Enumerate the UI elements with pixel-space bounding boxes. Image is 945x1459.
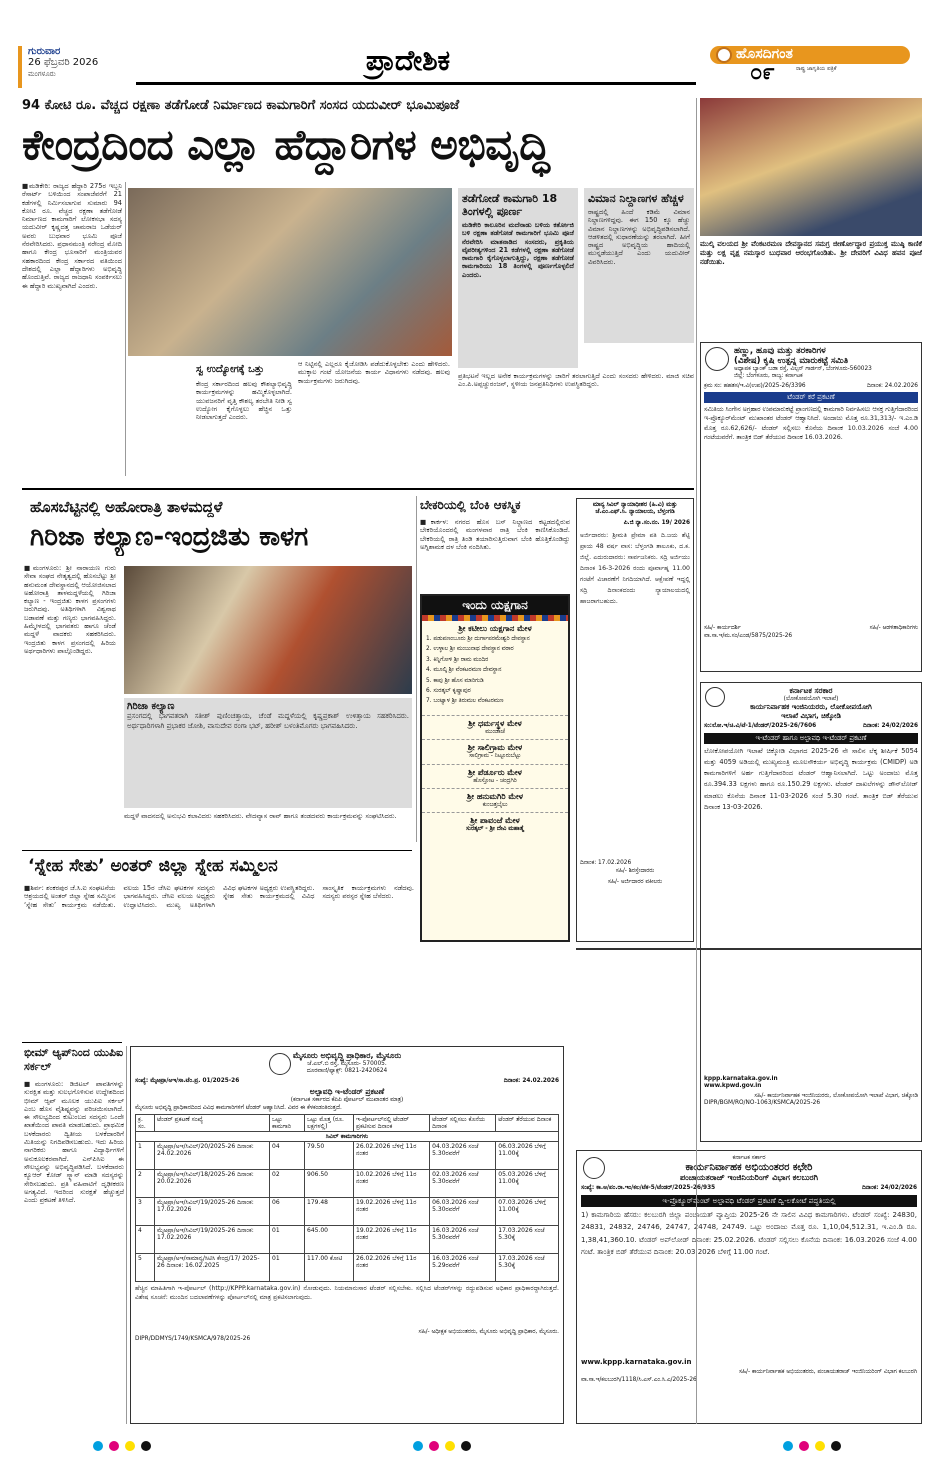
ad-hort-refline <box>704 383 918 390</box>
yaksha-headline: ಗಿರಿಜಾ ಕಲ್ಯಾಣ-ಇಂದ್ರಜಿತು ಕಾಳಗ <box>30 522 309 552</box>
ad-kalaburagi <box>576 1150 922 1424</box>
table-header-row <box>136 1115 559 1132</box>
legal-date: ದಿನಾಂಕ: 17.02.2026 <box>580 860 632 867</box>
troupe6-location: ಸುರತ್ಕಲ್ - ಶ್ರೀ ದೇವಿ ಮಹಾತ್ಮೆ <box>466 826 524 833</box>
table-cell: 117.00 ಕೋಟಿ <box>305 1254 354 1282</box>
table-cell: 79.50 <box>305 1142 354 1170</box>
ad-pwd-gov: ಕರ್ನಾಟಕ ಸರಕಾರ <box>789 686 833 695</box>
troupe1-item: 5. ಕಾಪು ಶ್ರೀ ಹೊಸ ಮಾರಿಗುಡಿ <box>426 677 484 684</box>
ad-pwd-box <box>700 682 922 1142</box>
sidebar-construction <box>458 188 578 368</box>
ad-hort-signs <box>704 625 918 632</box>
ad-kal-body: 1) ಕಾಮಗಾರಿಯ ಹೆಸರು: ಕಲಬುರಗಿ ಜಿಲ್ಲಾ ಪಂಚಾಯತ್ ವ್ಯಾಪ್ತಿಯ 2025-26 ನೇ ಸಾಲಿನ ವಿವಿಧ ಕಾಮಗಾರಿಗಳು. ಟೆಂಡರ್ ಸಂಖ್ಯೆ: 24830, 24831, 24832, 24746, 24747, 24748, 24749. ಒಟ್ಟು ಅಂದಾಜು ಮೊತ್ತ ರೂ. 1,10,04,512.31, ಇ.ಎಂ.ಡಿ ರೂ. 1,38,41,360.10. ಟೆಂಡರ್ ಅಪ್‌ಲೋಡ್ ದಿನಾಂಕ: 25.02.2026. ಟೆಂಡರ್ ಸಲ್ಲಿಸಲು ಕೊನೆಯ ದಿನಾಂಕ: 16.03.2026 ಸಂಜೆ 4.00 ಗಂಟೆ. ತಾಂತ್ರಿಕ ಬಿಡ್ ತೆರೆಯುವ ದಿನಾಂಕ: 20.03.2026 ಬೆಳಿಗ್ಗೆ 11.00 ಗಂಟೆ. <box>581 1210 917 1257</box>
ad-hort-body: ಸಮಿತಿಯ ಸಿಂಗೇನ ಅಗ್ರಹಾರ ಉಪಮಾರುಕಟ್ಟೆ ಪ್ರಾಂಗಣದಲ್ಲಿ ಕಾಮಗಾರಿ ನಿರ್ವಹಿಸಲು ಆಸಕ್ತ ಗುತ್ತಿಗೆದಾರರಿಂದ ಇ-ಪ್ರೊಕ್ಯೂರ್‌ಮೆಂಟ್ ಮುಖಾಂತರ ಟೆಂಡರ್ ಆಹ್ವಾನಿಸಿದೆ. ಅಂದಾಜು ಮೊತ್ತ ರೂ.31,313/- ಇ.ಎಂ.ಡಿ ಮೊತ್ತ ರೂ.62,626/- ಟೆಂಡರ್ ಸಲ್ಲಿಸಲು ಕೊನೆಯ ದಿನಾಂಕ 10.03.2026 ಸಂಜೆ 4.00 ಗಂಟೆಯವರೆಗೆ. ತಾಂತ್ರಿಕ ಬಿಡ್ ತೆರೆಯುವ ದಿನಾಂಕ 16.03.2026. <box>704 406 918 441</box>
lead-body-col5: ಪ್ರತಿಭಟನೆ ಇಲ್ಲದ ಅನೇಕ ಕಾರ್ಯಕ್ರಮಗಳನ್ನು ಜಾರಿಗೆ ತರಲಾಗುತ್ತಿದೆ ಎಂದು ಸಂಸದರು ಹೇಳಿದರು. ಮಾಜಿ ಸಚಿವ ಎಂ.ಪಿ.ಅಪ್ಪಚ್ಚುರಂಜನ್, ಸ್ಥಳೀಯ ಜನಪ್ರತಿನಿಧಿಗಳು ಉಪಸ್ಥಿತರಿದ್ದರು. <box>458 372 694 389</box>
yaksha-kicker: ಹೊಸಬೆಟ್ಟಿನಲ್ಲಿ ಅಹೋರಾತ್ರಿ ತಾಳಮದ್ದಳೆ <box>30 498 223 516</box>
lead-body-col1: ■ಮಡಿಕೇರಿ: ರಾಜ್ಯದ ಹೆದ್ದಾರಿ 275ರ ಇಬ್ಬನಿ ರೆಸಾರ್ಟ್ ಬಳಿಯಿಂದ ಸಂಪಾಜೆವರೆಗೆ 21 ಕಡೆಗಳಲ್ಲಿ ನಿರ್ಮಿಸಲಾಗುವ ಸುಮಾರು 94 ಕೋಟಿ ರೂ. ವೆಚ್ಚದ ರಕ್ಷಣಾ ತಡೆಗೋಡೆ ನಿರ್ಮಾಣದ ಕಾಮಗಾರಿಗೆ ಲೋಕಸಭಾ ಸದಸ್ಯ ಯದುವೀರ್ ಕೃಷ್ಣದತ್ತ ಚಾಮರಾಜ ಒಡೆಯರ್ ಅವರು ಬುಧವಾರ ಭೂಮಿ ಪೂಜೆ ನೆರವೇರಿಸಿದರು. ಪ್ರಧಾನಮಂತ್ರಿ ನರೇಂದ್ರ ಮೋದಿ ಹಾಗೂ ಕೇಂದ್ರ ಭೂಸಾರಿಗೆ ಮಂತ್ರಿಯವರ ಸಹಕಾರದಿಂದ ಕೇಂದ್ರ ಸರ್ಕಾರದ ವತಿಯಿಂದ ದೇಶದಲ್ಲಿ ಎಲ್ಲಾ ಹೆದ್ದಾರಿಗಳು ಅಭಿವೃದ್ಧಿ ಹೊಂದುತ್ತಿವೆ. ರಾಜ್ಯದ ರಾಜಧಾನಿ ಸಂಪರ್ಕಿಸಲು ಈ ಹೆದ್ದಾರಿ ಮುಖ್ಯವಾಗಿದೆ ಎಂದರು. <box>22 182 122 290</box>
ad-hort-date: ದಿನಾಂಕ: 24.02.2026 <box>866 382 918 389</box>
table-section-row <box>136 1132 559 1142</box>
table-row <box>136 1254 559 1282</box>
table-cell: 17.03.2026 ಸಂಜೆ 5.30ಕ್ಕೆ <box>496 1226 559 1254</box>
table-header: ಒಟ್ಟು ಕಾಮಗಾರಿ <box>270 1115 305 1132</box>
troupe6-name: ಶ್ರೀ ಪಾವಂಜೆ ಮೇಳ <box>470 816 520 826</box>
registration-dot <box>109 1441 119 1451</box>
ad-kal-refline <box>581 1185 917 1192</box>
section-divider-1 <box>22 488 694 490</box>
table-cell: 05.03.2026 ಬೆಳಿಗ್ಗೆ 11.00ಕ್ಕೆ <box>496 1170 559 1198</box>
troupe6-block <box>422 812 568 833</box>
ad-pwd-office: ಕಾರ್ಯನಿರ್ವಾಹಕ ಇಂಜಿನಿಯರರು, ಲೋಕೋಪಯೋಗಿ <box>750 703 872 712</box>
table-header: ಟೆಂಡರ್ ತೆರೆಯುವ ದಿನಾಂಕ <box>496 1115 559 1132</box>
ad-kal-ref: ಸಂಖ್ಯೆ: ಕಾ.ಅ/ಪಂ.ರಾ.ಇಂ/ಕಲ/ಟೆಕ-5/ಟೆಂಡರ್/2025-26/935 <box>581 1185 716 1192</box>
ad-pwd-sign: ಸಹಿ/- ಕಾರ್ಯನಿರ್ವಾಹಕ ಇಂಜಿನಿಯರರು, ಲೋಕೋಪಯೋಗಿ ಇಲಾಖೆ ವಿಭಾಗ, ಚಿಕ್ಕೋಡಿ <box>754 1092 918 1099</box>
troupe1-item: 4. ಮೂಲ್ಕಿ ಶ್ರೀ ವೆಂಕಟರಮಣ ದೇವಸ್ಥಾನ <box>426 667 502 674</box>
troupe3-block <box>422 739 568 760</box>
ad-hort-emblem-icon <box>705 347 729 371</box>
table-header: ಕ್ರ. ಸಂ. <box>136 1115 155 1132</box>
table-cell: 645.00 <box>305 1226 354 1254</box>
registration-dot <box>831 1441 841 1451</box>
ad-pwd-office2: ಇಲಾಖೆ ವಿಭಾಗ, ಚಿಕ್ಕೋಡಿ <box>781 712 841 721</box>
masthead-date-block <box>18 46 138 88</box>
ad-kal-date: ದಿನಾಂಕ: 24/02/2026 <box>861 1185 917 1192</box>
ad-pwd-web2: www.kpwd.gov.in <box>704 1083 762 1090</box>
ad-pwd-dipr: DIPR/BGM/RO/NO-1063/KSMCA/2025-26 <box>704 1100 821 1107</box>
table-cell: 19.02.2026 ಬೆಳಿಗ್ಗೆ 11ರ ನಂತರ <box>354 1226 430 1254</box>
ad-kal-dipr: ವಾ.ಸಾ.ಇ/ಕಲಬುರಗಿ/1118/ಸಿ.ಎಸ್.ಎಂ.ಸಿ.ಎ/2025-26 <box>581 1376 697 1383</box>
registration-dot <box>429 1441 439 1451</box>
ad-kal-gov: ಕರ್ನಾಟಕ ಸರ್ಕಾರ <box>732 1155 766 1161</box>
registration-dot <box>125 1441 135 1451</box>
column-rule <box>125 182 126 476</box>
table-cell: 06.03.2026 ಬೆಳಿಗ್ಗೆ 11.00ಕ್ಕೆ <box>496 1142 559 1170</box>
ad-pwd-ref: ಸಂ:ಲೋ.ಇ/ಚಿ.ವಿ/ಟೆ-1/ಟೆಂಡರ್/2025-26/7606 <box>704 723 817 730</box>
sidebar-construction-body: ಮಡಿಕೇರಿ ಕಾಲೂರಿನ ಮದೆನಾಡು ಬಳಿಯ ಕರ್ತೋಜಿ ಬಳಿ ರಕ್ಷಣಾ ತಡೆಗೋಡೆ ಕಾಮಗಾರಿಗೆ ಭೂಮಿ ಪೂಜೆ ನೆರವೇರಿಸಿ ಮಾತನಾಡಿದ ಸಂಸದರು, ಪ್ರಕೃತಿಯ ವೈಪರೀತ್ಯಗಳಿಂದ 21 ಕಡೆಗಳಲ್ಲಿ ರಕ್ಷಣಾ ತಡೆಗೋಡೆ ಕಾಮಗಾರಿ ಕೈಗೊಳ್ಳಲಾಗುತ್ತಿದ್ದು, ರಕ್ಷಣಾ ತಡೆಗೋಡೆ ಕಾಮಗಾರಿಯು 18 ತಿಂಗಳಲ್ಲಿ ಪೂರ್ಣಗೊಳ್ಳಲಿದೆ ಎಂದರು. <box>462 221 574 279</box>
logo-emblem-icon <box>716 47 732 63</box>
ad-kal-office: ಕಾರ್ಯನಿರ್ವಾಹಕ ಅಭಿಯಂತರರ ಕಛೇರಿ <box>685 1162 813 1174</box>
ad-kal-office2: ಪಂಚಾಯತರಾಜ್ ಇಂಜಿನಿಯರಿಂಗ್ ವಿಭಾಗ ಕಲಬುರಗಿ <box>679 1173 819 1183</box>
legal-title: ಮಾನ್ಯ ಸಿವಿಲ್ ನ್ಯಾಯಾಧೀಶರ (ಹಿ.ವಿ) ಮತ್ತು ಜೆ.ಎಂ.ಎಫ್.ಸಿ. ನ್ಯಾಯಾಲಯ, ಬೆಳ್ತಂಗಡಿ <box>592 502 678 516</box>
ad-mys-address: ಜೆ.ಎಲ್.ಬಿ ರಸ್ತೆ, ಮೈಸೂರು- 570005. <box>307 1061 387 1067</box>
troupe4-name: ಶ್ರೀ ಪೆರ್ಡೂರು ಮೇಳ <box>468 767 522 777</box>
ad-kal-sign: ಸಹಿ/- ಕಾರ್ಯನಿರ್ವಾಹಕ ಅಭಿಯಂತರರು, ಪಂಚಾಯತರಾಜ್ ಇಂಜಿನಿಯರಿಂಗ್ ವಿಭಾಗ ಕಲಬುರಗಿ <box>738 1369 917 1376</box>
table-cell: 17.03.2026 ಸಂಜೆ 5.30ಕ್ಕೆ <box>496 1254 559 1282</box>
table-cell: 07.03.2026 ಬೆಳಿಗ್ಗೆ 11.00ಕ್ಕೆ <box>496 1198 559 1226</box>
table-cell: 02.03.2026 ಸಂಜೆ 5.30ರವರೆಗೆ <box>430 1170 496 1198</box>
troupe1-item: 2. ಉಳ್ಳಾಲ ಶ್ರೀ ಮಂಜುನಾಥ ದೇವಸ್ಥಾನ ವಠಾರ <box>426 646 514 653</box>
table-cell: ಮೈಅಪ್ರಾ/ಅಇ/ಸಾಮಾನ್ಯ/ಸಿಟಿಸಿ ಕೇಂದ್ರ/17/ 2025-26 ದಿನಾಂಕ: 16.02.2025 <box>155 1254 270 1282</box>
registration-marks <box>0 1436 945 1450</box>
table-cell: 179.48 <box>305 1198 354 1226</box>
table-cell: 906.50 <box>305 1170 354 1198</box>
table-cell: 06 <box>270 1198 305 1226</box>
registration-dots-right <box>780 1436 844 1455</box>
troupe2-block <box>422 715 568 736</box>
ad-horticulture <box>700 342 922 672</box>
table-cell: ಮೈಅಪ್ರಾ/ಅಇ/ಸಿವಿಲ್/18/2025-26 ದಿನಾಂಕ: 20.02.2026 <box>155 1170 270 1198</box>
yakshagana-box-title: ಇಂದು ಯಕ್ಷಗಾನ <box>422 596 568 615</box>
ad-kal-web: www.kppp.karnataka.gov.in <box>581 1357 692 1366</box>
troupe1-item: 1. ಪಡುಪಣಂಬೂರು ಶ್ರೀ ದುರ್ಗಾಪರಮೇಶ್ವರಿ ದೇವಸ್ಥಾನ <box>426 636 530 642</box>
troupe1-item: 6. ಸುರತ್ಕಲ್ ಕೃಷ್ಣಾಪುರ <box>426 688 471 695</box>
troupe1-item: 3. ಕಿನ್ನಿಗೋಳಿ ಶ್ರೀ ರಾಮ ಮಂದಿರ <box>426 656 489 663</box>
table-header: ಒಟ್ಟು ಮೊತ್ತ (ರೂ. ಲಕ್ಷಗಳಲ್ಲಿ) <box>305 1115 354 1132</box>
table-cell: ಮೈಅಪ್ರಾ/ಅಇ/ಸಿವಿಲ್/19/2025-26 ದಿನಾಂಕ: 17.02.2026 <box>155 1226 270 1254</box>
temple-photo <box>700 98 922 236</box>
ad-pwd-body: ಲೋಕೋಪಯೋಗಿ ಇಲಾಖೆ ಚಿಕ್ಕೋಡಿ ವಿಭಾಗದ 2025-26 ನೇ ಸಾಲಿನ ಲೆಕ್ಕ ಶೀರ್ಷಿಕೆ 5054 ಮತ್ತು 4059 ಅಡಿಯಲ್ಲಿ ಮುಖ್ಯಮಂತ್ರಿ ಮೂಲಸೌಕರ್ಯ ಅಭಿವೃದ್ಧಿ ಕಾರ್ಯಕ್ರಮ (CMIDP) ಅಡಿ ಕಾಮಗಾರಿಗಳಿಗೆ ಅರ್ಹ ಗುತ್ತಿಗೆದಾರರಿಂದ ಟೆಂಡರ್ ಆಹ್ವಾನಿಸಲಾಗಿದೆ. ಒಟ್ಟು ಅಂದಾಜು ಮೊತ್ತ ರೂ.394.33 ಲಕ್ಷಗಳು ಹಾಗೂ ರೂ.150.29 ಲಕ್ಷಗಳು. ಟೆಂಡರ್ ದಾಖಲೆಗಳನ್ನು ಡೌನ್‌ಲೋಡ್ ಮಾಡಲು ಕೊನೆಯ ದಿನಾಂಕ 11-03-2026 ಸಂಜೆ 5.30 ಗಂಟೆ. ತಾಂತ್ರಿಕ ಬಿಡ್ ತೆರೆಯುವ ದಿನಾಂಕ 13-03-2026. <box>704 746 918 811</box>
yaksha-body1: ■ಮಂಗಳೂರು: ಶ್ರೀ ನಾರಾಯಣ ಗುರು ಸೇವಾ ಸಂಘದ ನೇತೃತ್ವದಲ್ಲಿ ಹೊಸಬೆಟ್ಟು ಶ್ರೀ ಹನುಮಂತ ದೇವಸ್ಥಾನದಲ್ಲಿ ಆಯೋಜಿಸಲಾದ ಅಹೋರಾತ್ರಿ ತಾಳಮದ್ದಳೆಯಲ್ಲಿ ಗಿರಿಜಾ ಕಲ್ಯಾಣ - ಇಂದ್ರಜಿತು ಕಾಳಗ ಪ್ರಸಂಗಗಳು ಜರುಗಿದವು. ಅತಿಥಿಗಳಾಗಿ ವಿಶ್ವನಾಥ ಬಡಾವಣೆ ಮತ್ತು ಗಣ್ಯರು ಭಾಗವಹಿಸಿದ್ದರು. ಹಿಮ್ಮೇಳದಲ್ಲಿ ಭಾಗವತರು ಹಾಗೂ ಚೆಂಡೆ ಮದ್ದಳೆ ವಾದಕರು ಸಹಕರಿಸಿದರು. ಇಂದ್ರಜಿತು ಕಾಳಗ ಪ್ರಸಂಗದಲ್ಲಿ ಹಿರಿಯ ಅರ್ಥಧಾರಿಗಳು ಪಾಲ್ಗೊಂಡಿದ್ದರು. <box>24 564 116 655</box>
table-cell: 26.02.2026 ಬೆಳಿಗ್ಗೆ 11ರ ನಂತರ <box>354 1254 430 1282</box>
table-cell: 04 <box>270 1142 305 1170</box>
troupe4-location: ಹೊಸ್ತೋಟ - ಚಂದ್ರಗಿರಿ <box>473 777 517 784</box>
ad-hort-ref: ಕ್ರಮ ಸಂ: ಹಹತಸ/ಇ.ವಿ(ಉಪ)/2025-26/3396 <box>704 382 806 389</box>
table-cell: 4 <box>136 1226 155 1254</box>
lead-photo <box>128 188 452 356</box>
table-cell: 16.03.2026 ಸಂಜೆ 5.30ರವರೆಗೆ <box>430 1226 496 1254</box>
lead-kicker: 94 ಕೋಟಿ ರೂ. ವೆಚ್ಚದ ರಕ್ಷಣಾ ತಡೆಗೋಡೆ ನಿರ್ಮಾಣದ ಕಾಮಗಾರಿಗೆ ಸಂಸದ ಯದುವೀರ್ ಭೂಮಿಪೂಜೆ <box>22 98 460 113</box>
registration-dot <box>799 1441 809 1451</box>
troupe3-location: ಸಾಲಿಗ್ರಾಮ - ನಿಟ್ಟೂರುಬೆಟ್ಟು <box>469 753 521 760</box>
yakshagana-box-pattern <box>422 615 568 621</box>
ad-hort-sign2: ಸಹಿ/- ಆಡಳಿತಾಧಿಕಾರಿಗಳು <box>869 625 918 632</box>
sneha-body: ■ಶಿರ್ವ: ಶಂಕರಪುರ ಜೆ.ಸಿ.ಐ ಸಂಘಟನೆಯ ಆಶ್ರಯದಲ್ಲಿ ಅಂತರ್ ಜಿಲ್ಲಾ ಸ್ನೇಹ ಸಮ್ಮಿಲನ ‘ಸ್ನೇಹ ಸೇತು’ ಕಾರ್ಯಕ್ರಮ ನಡೆಯಿತು. ವಲಯ 15ರ ಜೆಸಿಐ ಘಟಕಗಳ ಸದಸ್ಯರು ಭಾಗವಹಿಸಿದ್ದರು. ಜೆಸಿಐ ವಲಯ ಅಧ್ಯಕ್ಷರು ಉದ್ಘಾಟಿಸಿದರು. ಮುಖ್ಯ ಅತಿಥಿಗಳಾಗಿ ವಿವಿಧ ಘಟಕಗಳ ಅಧ್ಯಕ್ಷರು ಉಪಸ್ಥಿತರಿದ್ದರು. ಸ್ನೇಹ ಸೇತು ಕಾರ್ಯಕ್ರಮದಲ್ಲಿ ವಿವಿಧ ಸಾಂಸ್ಕೃತಿಕ ಕಾರ್ಯಕ್ರಮಗಳು ನಡೆದವು. ಸದಸ್ಯರು ಪರಸ್ಪರ ಸ್ನೇಹ ಬೆಸೆದರು. <box>24 884 414 909</box>
table-row <box>136 1226 559 1254</box>
ad-mys-intro: ಮೈಸೂರು ಅಭಿವೃದ್ಧಿ ಪ್ರಾಧಿಕಾರದಿಂದ ವಿವಿಧ ಕಾಮಗಾರಿಗಳಿಗೆ ಟೆಂಡರ್ ಆಹ್ವಾನಿಸಿದೆ. ವಿವರ ಈ ಕೆಳಕಂಡಂತಿರುತ್ತದೆ. <box>135 1104 342 1111</box>
yaksha-caption-text: ಪ್ರಸಂಗದಲ್ಲಿ ಭಾಗವತರಾಗಿ ಸತೀಶ್ ಪುಣಿಂಚತ್ತಾಯ, ಚೆಂಡೆ ಮದ್ದಳೆಯಲ್ಲಿ ಕೃಷ್ಣಪ್ರಕಾಶ್ ಉಳಿತ್ತಾಯ ಸಹಕರಿಸಿದರು. ಅರ್ಥಧಾರಿಗಳಾಗಿ ಪ್ರಭಾಕರ ಜೋಶಿ, ವಾಸುದೇವ ರಂಗಾ ಭಟ್, ಹರೀಶ್ ಬಳಂತಿಮೊಗರು ಭಾಗವಹಿಸಿದರು. <box>127 712 409 730</box>
ad-mys-title: ಮೈಸೂರು ಅಭಿವೃದ್ಧಿ ಪ್ರಾಧಿಕಾರ, ಮೈಸೂರು <box>292 1051 402 1060</box>
yakshagana-box <box>420 594 570 942</box>
legal-body: ಅರ್ಜಿದಾರರು: ಶ್ರೀಮತಿ ಪ್ರೇಮಾ ಪತಿ ದಿ.ಜಯ ಶೆಟ್ಟಿ ಪ್ರಾಯ 48 ವರ್ಷ ವಾಸ: ಬೆಳ್ತಂಗಡಿ ತಾಲೂಕು, ದ.ಕ. ಜಿಲ್ಲೆ. ಎದುರುದಾರರು: ಸಾರ್ವಜನಿಕರು. ಸದ್ರಿ ಅರ್ಜಿಯು ದಿನಾಂಕ 16-3-2026 ರಂದು ಪೂರ್ವಾಹ್ನ 11.00 ಗಂಟೆಗೆ ವಿಚಾರಣೆಗೆ ನಿಗದಿಯಾಗಿದೆ. ಆಕ್ಷೇಪಣೆ ಇದ್ದಲ್ಲಿ ಸದ್ರಿ ದಿನಾಂಕದಂದು ನ್ಯಾಯಾಲಯದಲ್ಲಿ ಹಾಜರಾಗಬಹುದು. <box>580 532 690 606</box>
yaksha-photo <box>124 566 412 694</box>
ad-hort-sign: ಸಹಿ/- ಕಾರ್ಯದರ್ಶಿ <box>704 625 741 632</box>
ad-mys-notice-title: ಅಲ್ಪಾವಧಿ ಇ-ಟೆಂಡರ್ ಪ್ರಕಟಣೆ <box>309 1087 385 1097</box>
temple-caption: ಮುಲ್ಕಿ ವಲಯದ ಶ್ರೀ ವೆಂಕಟರಮಣ ದೇವಸ್ಥಾನದ ಸಮಗ್ರ ಜೀರ್ಣೋದ್ಧಾರ ಪ್ರಯುಕ್ತ ಮುಷ್ಠಿ ಕಾಣಿಕೆ ಮತ್ತು ಲಕ್ಷ ವೃಕ್ಷ ನಮಸ್ಕಾರ ಬುಧವಾರ ಆರಂಭಗೊಂಡಿತು. ಶ್ರೀ ದೇವರಿಗೆ ವಿವಿಧ ಹವನ ಪೂಜೆ ನಡೆಯಿತು. <box>700 240 922 266</box>
table-cell: 3 <box>136 1198 155 1226</box>
table-row <box>136 1198 559 1226</box>
page-number: ೦೯ <box>750 60 775 85</box>
fire-body: ■ಕಾರ್ಕಳ: ನಗರದ ಹೊಸ ಬಸ್ ನಿಲ್ದಾಣದ ಕಟ್ಟಡದಲ್ಲಿರುವ ಬೇಕರಿಯೊಂದರಲ್ಲಿ ಮಂಗಳವಾರ ರಾತ್ರಿ ಬೆಂಕಿ ಕಾಣಿಸಿಕೊಂಡಿದೆ. ಬೇಕರಿಯಲ್ಲಿ ರಾತ್ರಿ ತಿಂಡಿ ತಯಾರಿಸುತ್ತಿರುವಾಗ ಬೆಂಕಿ ಹೊತ್ತಿಕೊಂಡಿದ್ದು ಅಗ್ನಿಶಾಮಕ ದಳ ಬೆಂಕಿ ನಂದಿಸಿತು. <box>420 518 570 551</box>
troupe2-location: ಮುಂಡಾಜೆ <box>485 728 505 735</box>
yaksha-caption-title: ಗಿರಿಜಾ ಕಲ್ಯಾಣ <box>127 701 175 712</box>
table-cell: 26.02.2026 ಬೆಳಿಗ್ಗೆ 11ರ ನಂತರ <box>354 1142 430 1170</box>
ad-mysuru <box>130 1046 564 1424</box>
table-cell: 2 <box>136 1170 155 1198</box>
troupe4-block <box>422 764 568 785</box>
registration-dot <box>93 1441 103 1451</box>
registration-dot <box>783 1441 793 1451</box>
legal-case: ಪಿ.ಜಿ ನ್ಯಾ.ಸಂ.ನಂ. 19/ 2026 <box>623 519 690 526</box>
masthead-date: 26 ಫೆಬ್ರವರಿ 2026 <box>28 57 99 68</box>
section-title: ಪ್ರಾದೇಶಿಕ <box>365 44 451 77</box>
lead-photo-caption: ಸ್ವ ಉದ್ಯೋಗಕ್ಕೆ ಒತ್ತು <box>196 364 265 375</box>
table-cell: 5 <box>136 1254 155 1282</box>
sidebar-construction-title: ತಡೆಗೋಡೆ ಕಾಮಗಾರಿ 18 ತಿಂಗಳಲ್ಲಿ ಪೂರ್ಣ <box>462 192 558 218</box>
table-cell: 02 <box>270 1170 305 1198</box>
ad-kal-emblem-icon <box>583 1157 605 1179</box>
ad-mys-footer: ಹೆಚ್ಚಿನ ಮಾಹಿತಿಗಾಗಿ ಇ-ಪೋರ್ಟಲ್ (http://KPPP.karnataka.gov.in) ನೋಡುವುದು. ನಿಯಮಾನುಸಾರ ಟೆಂಡರ್ ಸಲ್ಲಿಸಬೇಕು. ಸಲ್ಲಿಸಿದ ಟೆಂಡರ್‌ಗಳನ್ನು ರದ್ದುಪಡಿಸುವ ಅಧಿಕಾರ ಪ್ರಾಧಿಕಾರದ್ದಾಗಿರುತ್ತದೆ. ವಿಶೇಷ ಸೂಚನೆ: ಮುಂದಿನ ಬದಲಾವಣೆಗಳನ್ನು ಪೋರ್ಟಲ್‌ನಲ್ಲಿ ಮಾತ್ರ ಪ್ರಕಟಿಸಲಾಗುವುದು. <box>135 1285 559 1301</box>
table-cell: 19.02.2026 ಬೆಳಿಗ್ಗೆ 11ರ ನಂತರ <box>354 1198 430 1226</box>
bhim-headline: ಭೀಮ್ ಆ್ಯಪ್‌ನಿಂದ ಯುಪಿಐ ಸರ್ಕಲ್ <box>24 1046 124 1073</box>
troupe1-name: ಶ್ರೀ ಕಟೀಲು ಯಕ್ಷಗಾನ ಮೇಳ <box>458 624 532 633</box>
ad-hort-address: ಅಧ್ಯಾಪಕ ಬ್ಯಾಂಕ್ ಬಡಾ ರಸ್ತೆ, ವಿಲ್ಸನ್ ಗಾರ್ಡನ್, ಬೆಂಗಳೂರು-560023 <box>734 366 872 372</box>
section-divider-3 <box>22 1042 122 1043</box>
lead-body-col2: ಕೇಂದ್ರ ಸರ್ಕಾರದಿಂದ ಹಲವು ಕೌಶಲ್ಯಾಭಿವೃದ್ಧಿ ಕಾರ್ಯಕ್ರಮಗಳನ್ನು ಹಮ್ಮಿಕೊಳ್ಳಲಾಗಿದೆ. ಯುವಜನರಿಗೆ ವೃತ್ತಿ ಕೌಶಲ್ಯ ತರಬೇತಿ ನೀಡಿ ಸ್ವ ಉದ್ಯೋಗ ಕೈಗೊಳ್ಳಲು ಹೆಚ್ಚಿನ ಒತ್ತು ನೀಡಲಾಗುತ್ತದೆ ಎಂದರು. <box>196 380 292 422</box>
ad-hort-dipr: ವಾ.ಸಾ.ಇ/ಮ.ಸಂ/ಎಂಡ/5875/2025-26 <box>704 632 793 639</box>
registration-dots-center <box>410 1436 474 1455</box>
table-cell: 04.03.2026 ಸಂಜೆ 5.30ರವರೆಗೆ <box>430 1142 496 1170</box>
table-cell: 06.03.2026 ಸಂಜೆ 5.30ರವರೆಗೆ <box>430 1198 496 1226</box>
troupe5-block <box>422 788 568 809</box>
legal-sign2: ಸಹಿ/- ಅರ್ಜಿದಾರರ ವಕೀಲರು <box>607 879 663 886</box>
registration-dot <box>141 1441 151 1451</box>
ad-mys-dipr: DIPR/DDMYS/1749/KSMCA/978/2025-26 <box>135 1336 251 1343</box>
legal-notice <box>576 498 694 942</box>
ad-mys-emblem-icon <box>269 1053 291 1075</box>
table-cell: 01 <box>270 1254 305 1282</box>
troupe5-name: ಶ್ರೀ ಹನುಮಗಿರಿ ಮೇಳ <box>467 792 523 802</box>
ad-mys-phone: ದೂರವಾಣಿ/ಫ್ಯಾಕ್ಸ್: 0821-2420624 <box>306 1068 388 1075</box>
ad-mys-ref: ಸಂಖ್ಯೆ: ಮೈಅಪ್ರಾ/ಅಇ/ಸಾ.ಟೆಂ.ಪ್ರ. 01/2025-26 <box>135 1077 240 1084</box>
paper-tagline: ರಾಷ್ಟ್ರ ಜಾಗೃತಿಯ ಪತ್ರಿಕೆ <box>796 66 837 72</box>
column-rule <box>126 1046 127 1424</box>
lead-headline: ಕೇಂದ್ರದಿಂದ ಎಲ್ಲಾ ಹೆದ್ದಾರಿಗಳ ಅಭಿವೃದ್ಧಿ <box>22 120 550 169</box>
table-cell: 1 <box>136 1142 155 1170</box>
ad-mys-table <box>135 1114 559 1282</box>
section-divider-2 <box>22 850 412 851</box>
paper-logo <box>710 46 910 86</box>
column-rule <box>696 98 697 1424</box>
paper-name: ಹೊಸದಿಗಂತ <box>736 46 793 62</box>
legal-sign: ಸಹಿ/- ಶಿರಸ್ತೇದಾರರು <box>615 867 655 874</box>
ad-hort-notice-title: ಟೆಂಡರ್ ಕರೆ ಪ್ರಕಟಣೆ <box>704 392 918 403</box>
ad-kal-notice-title: ಇ-ಪ್ರೊಕ್ಯೂರ್‌ಮೆಂಟ್ ಅಲ್ಪಾವಧಿ ಟೆಂಡರ್ ಪ್ರಕಟಣೆ ದ್ವಿ-ಲಕೋಟೆ ಪದ್ಧತಿಯಲ್ಲಿ <box>581 1195 917 1207</box>
ad-mys-sub: (ಕರ್ನಾಟಕ ಸರ್ಕಾರದ ಕೆಪಿಪಿ ಪೋರ್ಟಲ್ ಮುಖಾಂತರ ಮಾತ್ರ) <box>290 1097 404 1104</box>
ad-pwd-date: ದಿನಾಂಕ: 24/02/2026 <box>862 723 918 730</box>
table-cell: ಮೈಅಪ್ರಾ/ಅಇ/ಸಿವಿಲ್/19/2025-26 ದಿನಾಂಕ: 17.02.2026 <box>155 1198 270 1226</box>
yaksha-body2: ಮದ್ದಳೆ ವಾದನದಲ್ಲಿ ಅನುಭವಿ ಕಲಾವಿದರು ಸಹಕರಿಸಿದರು. ವೇದವ್ಯಾಸ ರಾವ್ ಹಾಗೂ ತಂಡದವರು ಕಾರ್ಯಕ್ರಮವನ್ನು ಸಂಘಟಿಸಿದರು. <box>124 812 397 820</box>
lead-body-col3: ಆ ನಿಟ್ಟಿನಲ್ಲಿ ಎಲ್ಲರೂ ಕೈಜೋಡಿಸಿ ಪಡೆದುಕೊಳ್ಳಬೇಕು ಎಂದು ಹೇಳಿದರು. ಮುಕ್ಕಾಲ ಗಂಟೆ ಯೋಜನೆಯ ಕಾರ್ಯ ವಿಧಾನಗಳು ನಡೆದವು. ಹಲವು ಕಾರ್ಯಕ್ರಮಗಳು ಜರುಗಿದವು. <box>298 360 450 385</box>
ad-pwd-notice-title: ಇ-ಟೆಂಡರ್ ಹಾಗೂ ಅಲ್ಪಾವಧಿ ಇ-ಟೆಂಡರ್ ಪ್ರಕಟಣೆ <box>704 733 918 744</box>
ad-pwd-emblem-icon <box>705 687 725 707</box>
column-rule <box>416 496 417 842</box>
table-cell: ಮೈಅಪ್ರಾ/ಅಇ/ಸಿವಿಲ್/20/2025-26 ದಿನಾಂಕ: 24.02.2026 <box>155 1142 270 1170</box>
table-cell: 10.02.2026 ಬೆಳಿಗ್ಗೆ 11ರ ನಂತರ <box>354 1170 430 1198</box>
table-section-label: ಸಿವಿಲ್ ಕಾಮಗಾರಿಗಳು <box>136 1132 559 1142</box>
table-header: ಟೆಂಡರ್ ಪ್ರಕಟಣೆ ಸಂಖ್ಯೆ <box>155 1115 270 1132</box>
fire-headline: ಬೇಕರಿಯಲ್ಲಿ ಬೆಂಕಿ ಆಕಸ್ಮಿಕ <box>420 498 521 512</box>
masthead-city: ಮಂಗಳೂರು <box>28 70 56 78</box>
sneha-headline: ‘ಸ್ನೇಹ ಸೇತು’ ಅಂತರ್ ಜಿಲ್ಲಾ ಸ್ನೇಹ ಸಮ್ಮಿಲನ <box>28 856 278 876</box>
ad-hort-title2: (ವಿಶೇಷ) ಕೃಷಿ ಉತ್ಪನ್ನ ಮಾರುಕಟ್ಟೆ ಸಮಿತಿ <box>734 356 849 366</box>
registration-dot <box>445 1441 455 1451</box>
sidebar-airports-title: ವಿಮಾನ ನಿಲ್ದಾಣಗಳ ಹೆಚ್ಚಳ <box>588 192 684 205</box>
ad-hort-district: ಜಿಲ್ಲೆ: ಬೆಂಗಳೂರು, ರಾಜ್ಯ: ಕರ್ನಾಟಕ <box>734 373 803 380</box>
sidebar-airports-body: ರಾಷ್ಟ್ರದಲ್ಲಿ ಹಿಂದೆ ಕಡಿಮೆ ವಿಮಾನ ನಿಲ್ದಾಣಗಳಿದ್ದವು. ಈಗ 150 ಕ್ಕೂ ಹೆಚ್ಚು ವಿಮಾನ ನಿಲ್ದಾಣಗಳನ್ನು ಅಭಿವೃದ್ಧಿಪಡಿಸಲಾಗಿದೆ. ಆಡಳಿತದಲ್ಲಿ ಸುಧಾರಣೆಯನ್ನು ತರಲಾಗಿದೆ. ಹೀಗೆ ರಾಷ್ಟ್ರದ ಅಭಿವೃದ್ಧಿಯ ಹಾದಿಯಲ್ಲಿ ಮುನ್ನಡೆಯುತ್ತಿದೆ ಎಂದು ಯದುವೀರ್ ವಿವರಿಸಿದರು. <box>588 208 690 266</box>
ad-hort-title1: ಹಣ್ಣು, ಹೂವು ಮತ್ತು ತರಕಾರಿಗಳ <box>734 346 826 356</box>
ad-pwd-web: kppp.karnataka.gov.in <box>704 1075 778 1082</box>
troupe1-item: 7. ಬಂಟ್ವಾಳ ಶ್ರೀ ತಿರುಮಲ ವೆಂಕಟರಮಣ <box>426 698 504 705</box>
bhim-body: ■ಮಂಗಳೂರು: ಡಿಜಿಟಲ್ ಪಾವತಿಗಳನ್ನು ಸುರಕ್ಷಿತ ಮತ್ತು ಸುಲಭಗೊಳಿಸುವ ಉದ್ದೇಶದಿಂದ ಭೀಮ್ ಆ್ಯಪ್ ಮೂಲಕ ಯುಪಿಐ ಸರ್ಕಲ್ ಎಂಬ ಹೊಸ ವೈಶಿಷ್ಟ್ಯವನ್ನು ಪರಿಚಯಿಸಲಾಗಿದೆ. ಈ ಸೌಲಭ್ಯದಿಂದ ಕುಟುಂಬದ ಸದಸ್ಯರು ಒಂದೇ ಖಾತೆಯಿಂದ ಪಾವತಿ ಮಾಡಬಹುದು. ಪ್ರಾಥಮಿಕ ಬಳಕೆದಾರರು ದ್ವಿತೀಯ ಬಳಕೆದಾರರಿಗೆ ಮಿತಿಯನ್ನು ನಿಗದಿಪಡಿಸಬಹುದು. ಇದು ಹಿರಿಯ ನಾಗರಿಕರು ಹಾಗೂ ವಿದ್ಯಾರ್ಥಿಗಳಿಗೆ ಅನುಕೂಲಕರವಾಗಿದೆ. ಎನ್‌ಪಿಸಿಐ ಈ ಸೌಲಭ್ಯವನ್ನು ಅಭಿವೃದ್ಧಿಪಡಿಸಿದೆ. ಬಳಕೆದಾರರು ಕ್ಯೂಆರ್ ಕೋಡ್ ಸ್ಕ್ಯಾನ್ ಮಾಡಿ ಸದಸ್ಯರನ್ನು ಸೇರಿಸಬಹುದು. ಪ್ರತಿ ವಹಿವಾಟಿಗೆ ದೃಢೀಕರಣ ಅಗತ್ಯವಿದೆ. ಇದರಿಂದ ಸುರಕ್ಷತೆ ಹೆಚ್ಚುತ್ತದೆ ಎಂದು ಪ್ರಕಟಣೆ ತಿಳಿಸಿದೆ. <box>24 1080 124 1205</box>
troupe1-list <box>422 634 568 711</box>
registration-dots-left <box>90 1436 154 1455</box>
table-cell: 01 <box>270 1226 305 1254</box>
ad-mys-sign: ಸಹಿ/- ಅಧೀಕ್ಷಕ ಅಭಿಯಂತರರು, ಮೈಸೂರು ಅಭಿವೃದ್ಧಿ ಪ್ರಾಧಿಕಾರ, ಮೈಸೂರು. <box>418 1329 559 1336</box>
table-header: ಇ-ಪೋರ್ಟಲ್‌ನಲ್ಲಿ ಟೆಂಡರ್ ಪ್ರಕಟಿಸುವ ದಿನಾಂಕ <box>354 1115 430 1132</box>
masthead <box>18 46 930 92</box>
table-row <box>136 1142 559 1170</box>
troupe2-name: ಶ್ರೀ ಧರ್ಮಸ್ಥಳ ಮೇಳ <box>468 718 522 728</box>
registration-dot <box>413 1441 423 1451</box>
registration-dot <box>815 1441 825 1451</box>
table-row <box>136 1170 559 1198</box>
troupe3-name: ಶ್ರೀ ಸಾಲಿಗ್ರಾಮ ಮೇಳ <box>467 743 523 753</box>
masthead-day: ಗುರುವಾರ <box>28 46 61 57</box>
table-header: ಟೆಂಡರ್ ಸಲ್ಲಿಸಲು ಕೊನೆಯ ದಿನಾಂಕ <box>430 1115 496 1132</box>
registration-dot <box>461 1441 471 1451</box>
ad-pwd-dept: (ಲೋಕೋಪಯೋಗಿ ಇಲಾಖೆ) <box>783 696 839 702</box>
ad-pwd-refline <box>704 723 918 730</box>
sidebar-airports <box>584 188 694 343</box>
yaksha-caption-box <box>124 698 412 808</box>
troupe5-location: ಕುಂಜತ್ತಬೈಲು <box>482 802 508 809</box>
table-cell: 16.03.2026 ಸಂಜೆ 5.29ರವರೆಗೆ <box>430 1254 496 1282</box>
masthead-rule <box>136 82 696 85</box>
ad-mys-date: ದಿನಾಂಕ: 24.02.2026 <box>503 1077 559 1084</box>
ad-mys-refline <box>135 1078 559 1085</box>
